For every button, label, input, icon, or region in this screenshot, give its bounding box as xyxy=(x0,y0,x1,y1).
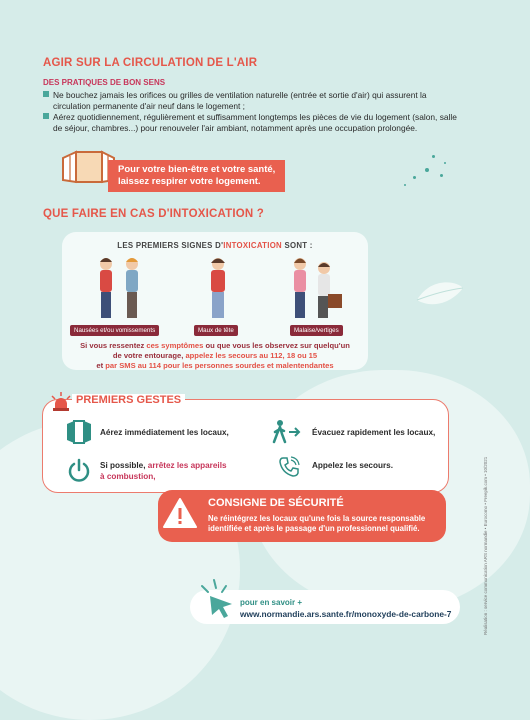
alert-message: Si vous ressentez ces symptômes ou que vous les observez sur quelqu'un de votre entourage, appelez les secours au 112, 18 ou 15 et par SMS au 114 pour les personnes sourdes et malentendantes xyxy=(80,341,350,370)
power-icon xyxy=(66,458,92,484)
nausea-illustration xyxy=(92,254,152,324)
dizziness-illustration xyxy=(284,254,346,324)
more-info-label: pour en savoir + xyxy=(240,598,303,607)
first-aid-title: PREMIERS GESTES xyxy=(72,394,185,406)
gesture-evacuate: Évacuez rapidement les locaux, xyxy=(312,428,436,437)
section-title-intoxication: QUE FAIRE EN CAS D'INTOXICATION ? xyxy=(43,208,265,220)
credits-text: Réalisation : service communication ARS normandie • Eurocomo • Freepik.com • 10/2021 xyxy=(483,456,488,635)
bullet-icon xyxy=(43,113,49,119)
bullet-list xyxy=(43,90,463,133)
gesture-air-out: Aérez immédiatement les locaux, xyxy=(100,428,229,437)
caption-dizziness: Malaise/vertiges xyxy=(290,325,343,336)
gesture-stop-appliances: Si possible, arrêtez les appareils à combustion, xyxy=(100,461,227,481)
siren-icon xyxy=(50,392,72,412)
more-info-link[interactable]: www.normandie.ars.sante.fr/monoxyde-de-carbone-7 xyxy=(240,609,452,619)
symptoms-card xyxy=(62,232,368,370)
cursor-click-icon xyxy=(196,578,236,622)
banner-message: Pour votre bien-être et votre santé, laissez respirer votre logement. xyxy=(108,160,285,192)
card-title: LES PREMIERS SIGNES D'INTOXICATION SONT : xyxy=(117,241,313,250)
safety-text: Ne réintégrez les locaux qu'une fois la source responsable identifiée et après le passage d'un professionnel qualifié. xyxy=(208,514,426,533)
phone-icon xyxy=(278,456,300,478)
safety-instruction xyxy=(158,490,446,542)
walking-person-icon xyxy=(272,420,302,444)
caption-nausea: Nausées et/ou vomissements xyxy=(70,325,159,336)
leaf-icon xyxy=(415,280,465,310)
section-title-air: AGIR SUR LA CIRCULATION DE L'AIR xyxy=(43,57,258,69)
list-item: Ne bouchez jamais les orifices ou grilles de ventilation naturelle (entrée et sortie d'air) qui assurent la circulation permanente d'air neuf dans le logement ; xyxy=(43,90,463,111)
gesture-call-help: Appelez les secours. xyxy=(312,461,393,470)
bullet-icon xyxy=(43,91,49,97)
section-subtitle: DES PRATIQUES DE BON SENS xyxy=(43,78,166,87)
caption-headache: Maux de tête xyxy=(194,325,238,336)
warning-icon xyxy=(162,496,198,532)
window-icon xyxy=(66,420,92,444)
headache-illustration xyxy=(198,254,238,324)
safety-title: CONSIGNE DE SÉCURITÉ xyxy=(208,497,344,509)
list-item: Aérez quotidiennement, régulièrement et suffisamment longtemps les pièces de vie du logement (salon, salle de séjour, chambres...) pour renouveler l'air ambiant, notamment après une occupation prolongée. xyxy=(43,112,463,133)
